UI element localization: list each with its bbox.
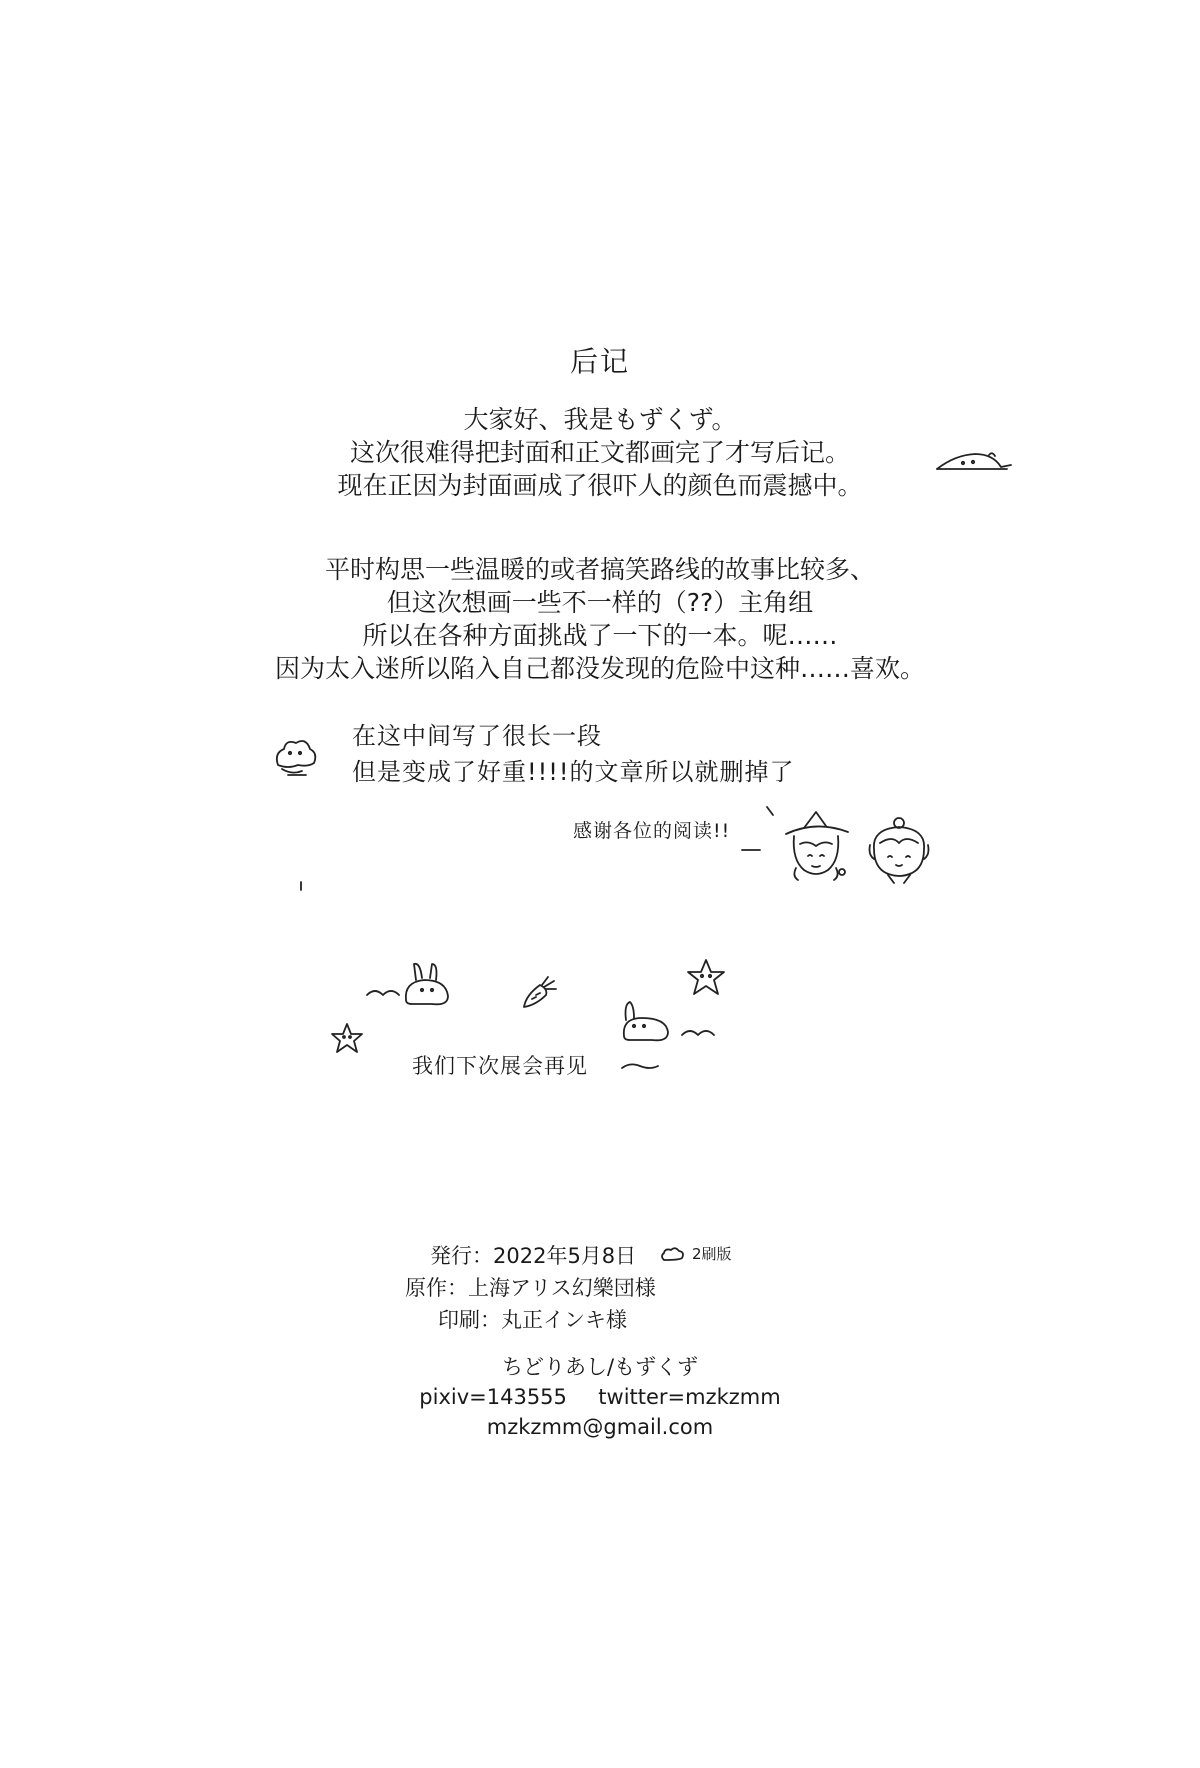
- text-line: 在这中间写了很长一段: [352, 722, 602, 750]
- text-line: 大家好、我是もずくず。: [463, 405, 737, 434]
- edition-label: 2刷版: [692, 1245, 732, 1263]
- handwritten-note: [352, 718, 794, 790]
- pixiv-id: pixiv=143555: [419, 1385, 567, 1409]
- text-line: 因为太入迷所以陷入自己都没发现的危险中这种……喜欢。: [274, 654, 925, 683]
- page-title: 后记: [569, 345, 630, 378]
- mouse-doodle-icon: [935, 445, 1015, 475]
- issue-date: 発行：2022年5月8日: [430, 1244, 637, 1268]
- wave-dash-doodle-icon: [620, 1058, 660, 1074]
- credits: [0, 1352, 1200, 1442]
- dash-mark-doodle-icon: [765, 805, 777, 819]
- cloud-creature-doodle-icon: [272, 735, 322, 780]
- text-line: 但这次想画一些不一样的（??）主角组: [386, 588, 814, 617]
- rabbit-doodle-icon: [402, 962, 452, 1008]
- social-line: [0, 1382, 1200, 1412]
- printer: 印刷：丸正インキ様: [438, 1308, 627, 1332]
- paragraph-story: [0, 553, 1200, 685]
- chibi-witch-doodle-icon: [782, 810, 852, 885]
- text-line: 这次很难得把封面和正文都画完了才写后记。: [349, 438, 850, 467]
- carrot-doodle-icon: [520, 975, 560, 1011]
- text-line: 所以在各种方面挑战了一下的一本。呢……: [362, 621, 838, 650]
- see-you-note: 我们下次展会再见: [412, 1054, 588, 1078]
- rabbit-doodle-icon: [620, 1000, 672, 1044]
- paragraph-greeting: [0, 403, 1200, 502]
- thanks-note: 感谢各位的阅读!!: [573, 820, 731, 842]
- star-doodle-icon: [330, 1022, 364, 1054]
- bird-doodle-icon: [365, 985, 401, 1001]
- original-work: 原作：上海アリス幻樂団様: [405, 1276, 656, 1300]
- bird-doodle-icon: [680, 1025, 716, 1041]
- text-line: 平时构思一些温暖的或者搞笑路线的故事比较多、: [324, 555, 875, 584]
- text-line: 现在正因为封面画成了很吓人的颜色而震撼中。: [337, 471, 863, 500]
- circle-name: ちどりあし/もずくず: [501, 1355, 699, 1379]
- chibi-girl-doodle-icon: [868, 815, 930, 885]
- cloud-icon: [660, 1246, 686, 1262]
- dash-mark-doodle-icon: [740, 845, 762, 855]
- star-doodle-icon: [686, 958, 726, 996]
- email-address: mzkzmm@gmail.com: [486, 1415, 714, 1439]
- text-line: 但是变成了好重!!!!的文章所以就删掉了: [352, 758, 795, 786]
- tick-mark-doodle-icon: [298, 880, 304, 894]
- twitter-id: twitter=mzkzmm: [598, 1385, 781, 1409]
